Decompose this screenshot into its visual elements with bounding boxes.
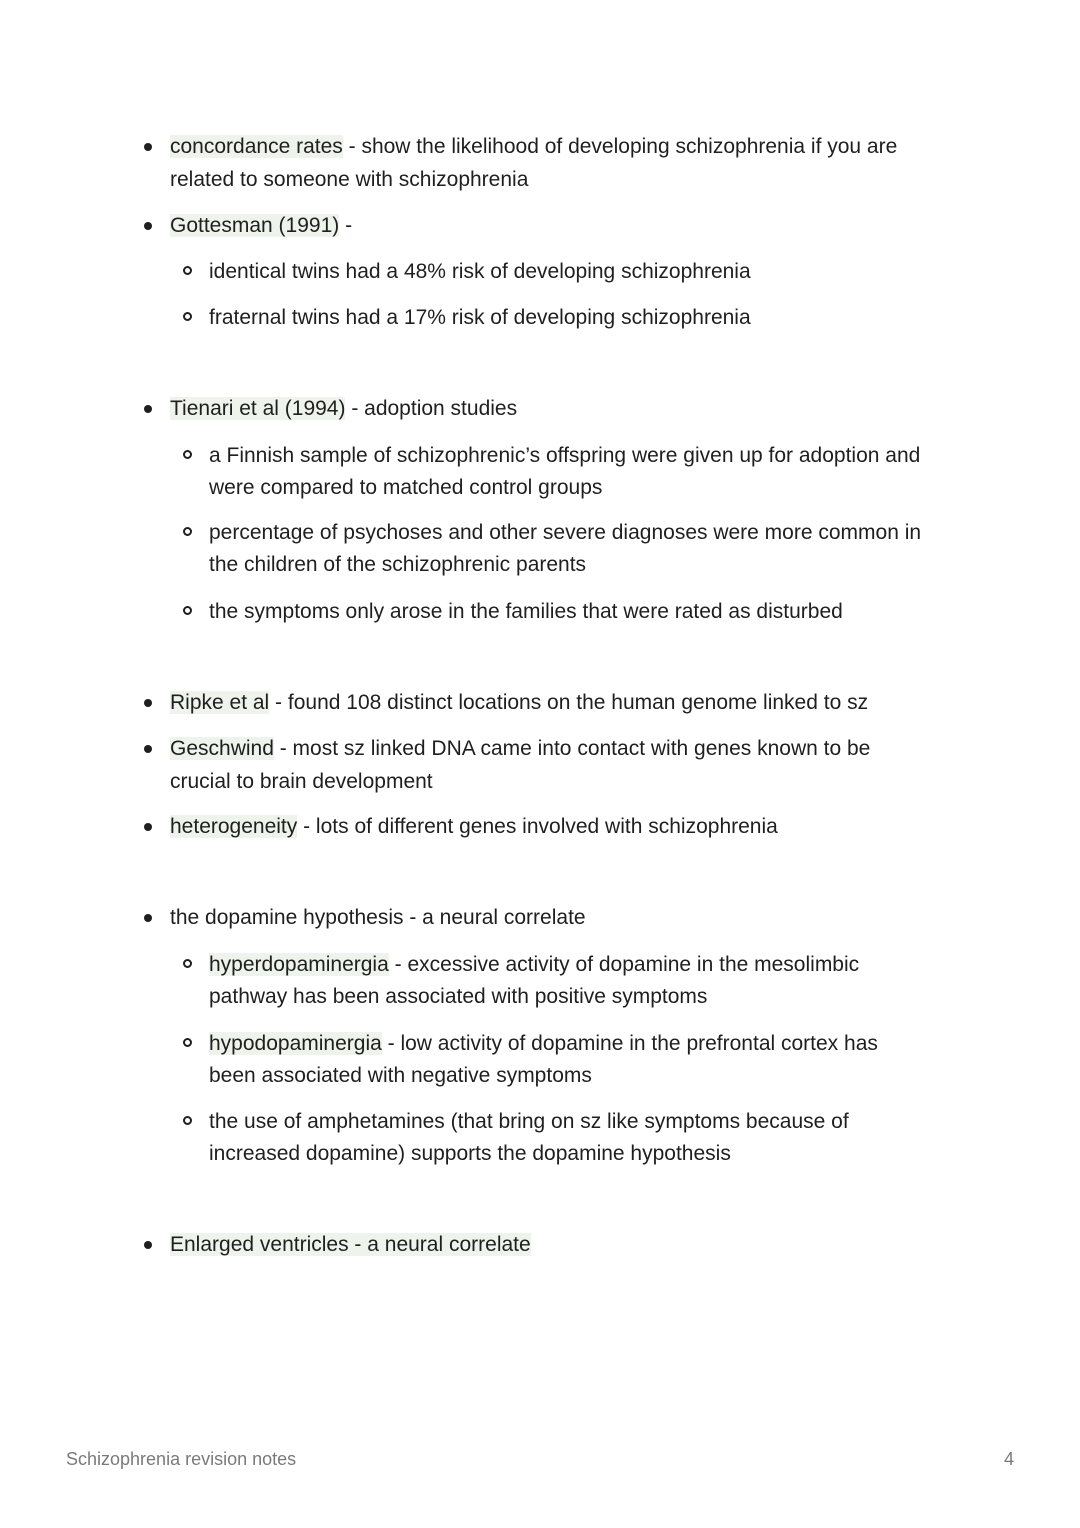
- item-text: - most sz linked DNA came into contact with genes known to be: [273, 737, 871, 760]
- highlighted-term: Gottesman (1991): [170, 214, 340, 237]
- hollow-bullet-icon: [183, 1116, 192, 1125]
- hollow-bullet-icon: [183, 450, 192, 459]
- highlighted-term: Tienari et al (1994): [170, 397, 346, 420]
- list-item: [170, 392, 517, 425]
- item-text: -: [339, 214, 353, 237]
- bullet-icon: [144, 745, 152, 753]
- item-text: - low activity of dopamine in the prefrontal cortex has: [381, 1032, 878, 1055]
- sub-list-item: the use of amphetamines (that bring on sz like symptoms because of: [209, 1110, 849, 1133]
- bullet-icon: [144, 823, 152, 831]
- highlighted-term: heterogeneity: [170, 815, 298, 838]
- sub-list-item: [209, 1027, 878, 1060]
- highlighted-term: Enlarged ventricles - a neural correlate: [170, 1233, 531, 1256]
- list-item: [170, 130, 897, 163]
- item-continuation: the children of the schizophrenic parents: [209, 553, 587, 576]
- sub-list-item: [209, 948, 859, 981]
- item-continuation: increased dopamine) supports the dopamine hypothesis: [209, 1142, 731, 1165]
- list-item: [170, 1228, 531, 1261]
- list-item: [170, 209, 352, 242]
- item-text: - found 108 distinct locations on the human genome linked to sz: [269, 691, 869, 714]
- footer-title: Schizophrenia revision notes: [66, 1449, 297, 1469]
- highlighted-term: Ripke et al: [170, 691, 270, 714]
- item-text: - show the likelihood of developing schizophrenia if you are: [342, 135, 898, 158]
- item-text: - lots of different genes involved with schizophrenia: [297, 815, 778, 838]
- bullet-icon: [144, 914, 152, 922]
- bullet-icon: [144, 699, 152, 707]
- bullet-icon: [144, 143, 152, 151]
- hollow-bullet-icon: [183, 959, 192, 968]
- item-continuation: crucial to brain development: [170, 770, 433, 793]
- highlighted-term: concordance rates: [170, 135, 343, 158]
- item-continuation: were compared to matched control groups: [209, 476, 603, 499]
- highlighted-term: Geschwind: [170, 737, 274, 760]
- item-continuation: related to someone with schizophrenia: [170, 168, 529, 191]
- item-text: - excessive activity of dopamine in the mesolimbic: [388, 953, 860, 976]
- hollow-bullet-icon: [183, 606, 192, 615]
- hollow-bullet-icon: [183, 266, 192, 275]
- sub-list-item: identical twins had a 48% risk of developing schizophrenia: [209, 260, 751, 283]
- list-item: [170, 686, 868, 719]
- bullet-icon: [144, 222, 152, 230]
- list-item: the dopamine hypothesis - a neural correlate: [170, 906, 586, 929]
- page-number: 4: [1003, 1449, 1014, 1469]
- item-text: - adoption studies: [345, 397, 518, 420]
- item-continuation: pathway has been associated with positive symptoms: [209, 985, 708, 1008]
- bullet-icon: [144, 1241, 152, 1249]
- sub-list-item: percentage of psychoses and other severe diagnoses were more common in: [209, 521, 922, 544]
- list-item: [170, 732, 870, 765]
- sub-list-item: fraternal twins had a 17% risk of developing schizophrenia: [209, 306, 751, 329]
- hollow-bullet-icon: [183, 1038, 192, 1047]
- bullet-icon: [144, 405, 152, 413]
- item-continuation: been associated with negative symptoms: [209, 1064, 592, 1087]
- hollow-bullet-icon: [183, 527, 192, 536]
- list-item: [170, 810, 778, 843]
- sub-list-item: a Finnish sample of schizophrenic’s offspring were given up for adoption and: [209, 444, 921, 467]
- highlighted-term: hypodopaminergia: [209, 1032, 382, 1055]
- sub-list-item: the symptoms only arose in the families that were rated as disturbed: [209, 600, 843, 623]
- hollow-bullet-icon: [183, 312, 192, 321]
- highlighted-term: hyperdopaminergia: [209, 953, 389, 976]
